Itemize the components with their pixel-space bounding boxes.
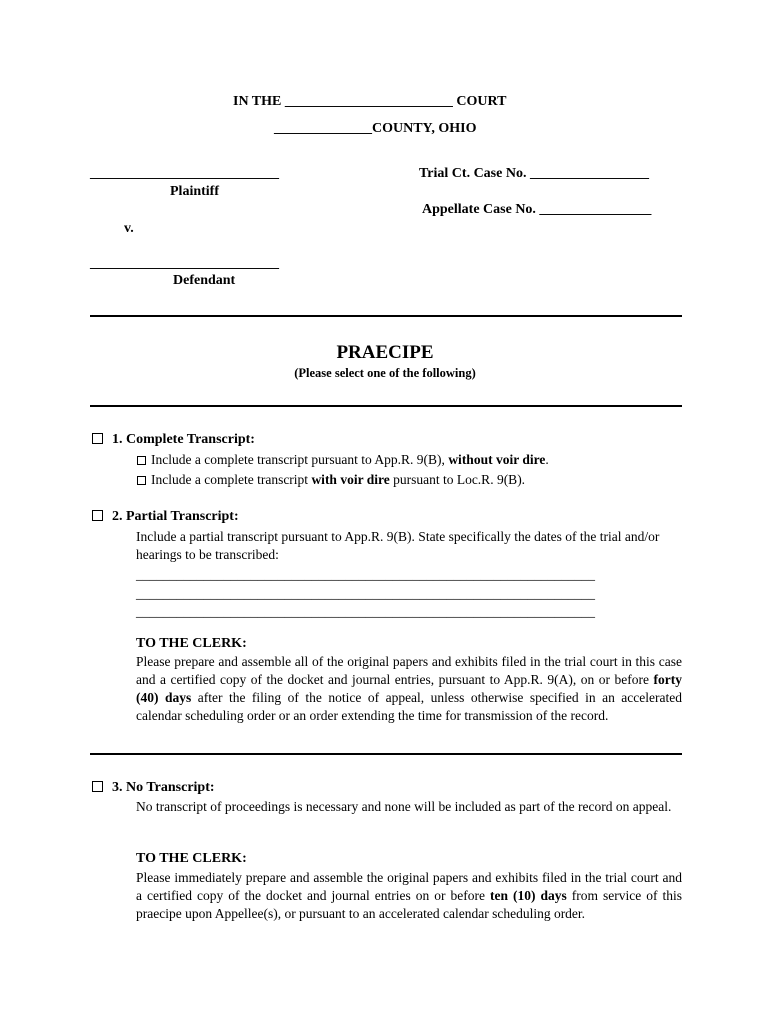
option3-clerk-text-end: from service of this praecipe upon Appellee(s), or pursuant to an accelerated calendar scheduling order.	[136, 888, 683, 921]
option1-heading-text: 1. Complete Transcript:	[112, 432, 255, 447]
county-line: ______________COUNTY, OHIO	[274, 121, 477, 136]
plaintiff-label: Plaintiff	[170, 184, 219, 199]
option2-checkbox[interactable]	[92, 510, 103, 521]
option1-sub-b-text: Include a complete transcript	[151, 472, 312, 487]
option2-blank-3[interactable]: ____________________________________________________________________	[136, 604, 595, 619]
option3-text: No transcript of proceedings is necessary and none will be included as part of the record on appeal.	[136, 799, 672, 814]
option1-sub-b[interactable]	[137, 471, 525, 489]
option1-sub-a-end: .	[545, 452, 549, 467]
option3-clerk-text-start: Please immediately prepare and assemble the original papers and exhibits filed in the trial court and a certified copy of the docket and journal entries on or before	[136, 870, 682, 903]
document-title: PRAECIPE	[336, 342, 434, 363]
appellate-case-number[interactable]: Appellate Case No. ________________	[422, 202, 652, 217]
option2-blank-2[interactable]: ____________________________________________________________________	[136, 586, 595, 601]
option3-heading[interactable]	[92, 780, 215, 796]
divider-top	[90, 315, 682, 317]
option2-heading-text: 2. Partial Transcript:	[112, 509, 239, 524]
option2-blank-1[interactable]: ____________________________________________________________________	[136, 567, 595, 582]
option2-clerk-text-end: after the filing of the notice of appeal, unless otherwise specified in an accelerated calendar scheduling order or an order extending the time for transmission of the record.	[136, 690, 682, 723]
versus-label: v.	[124, 221, 134, 236]
option1-sub-a-text: Include a complete transcript pursuant to App.R. 9(B),	[151, 452, 449, 467]
defendant-label: Defendant	[173, 273, 236, 288]
option2-heading[interactable]	[92, 509, 239, 525]
option2-clerk-deadline: forty (40) days	[136, 672, 682, 705]
option2-clerk-text-start: Please prepare and assemble all of the original papers and exhibits filed in the trial court in this case and a certified copy of the docket and journal entries, pursuant to App.R. 9(A), on or before	[136, 654, 682, 687]
option1-sub-b-end: pursuant to Loc.R. 9(B).	[389, 472, 526, 487]
option2-clerk-text	[136, 653, 682, 725]
option3-heading-text: 3. No Transcript:	[112, 780, 215, 795]
option1-sub-b-checkbox[interactable]	[137, 476, 146, 485]
option3-clerk-deadline: ten (10) days	[489, 888, 567, 903]
option3-checkbox[interactable]	[92, 781, 103, 792]
option3-clerk-text	[136, 869, 682, 923]
document-subtitle: (Please select one of the following)	[294, 366, 476, 380]
option1-checkbox[interactable]	[92, 433, 103, 444]
divider-title	[90, 405, 682, 407]
option2-text: Include a partial transcript pursuant to App.R. 9(B). State specifically the dates of the trial and/or hearings to be transcribed:	[136, 529, 660, 562]
option1-sub-b-bold: with voir dire	[311, 472, 390, 487]
trial-case-number[interactable]: Trial Ct. Case No. _________________	[419, 166, 649, 181]
option1-sub-a[interactable]	[137, 451, 549, 469]
defendant-blank[interactable]: ___________________________	[90, 256, 279, 271]
option3-clerk-heading: TO THE CLERK:	[136, 851, 247, 866]
court-line: IN THE ________________________ COURT	[233, 94, 507, 109]
option1-sub-a-bold: without voir dire	[448, 452, 546, 467]
divider-option2	[90, 753, 682, 755]
option1-heading[interactable]	[92, 432, 255, 448]
option2-clerk-heading: TO THE CLERK:	[136, 636, 247, 651]
plaintiff-blank[interactable]: ___________________________	[90, 166, 279, 181]
option1-sub-a-checkbox[interactable]	[137, 456, 146, 465]
